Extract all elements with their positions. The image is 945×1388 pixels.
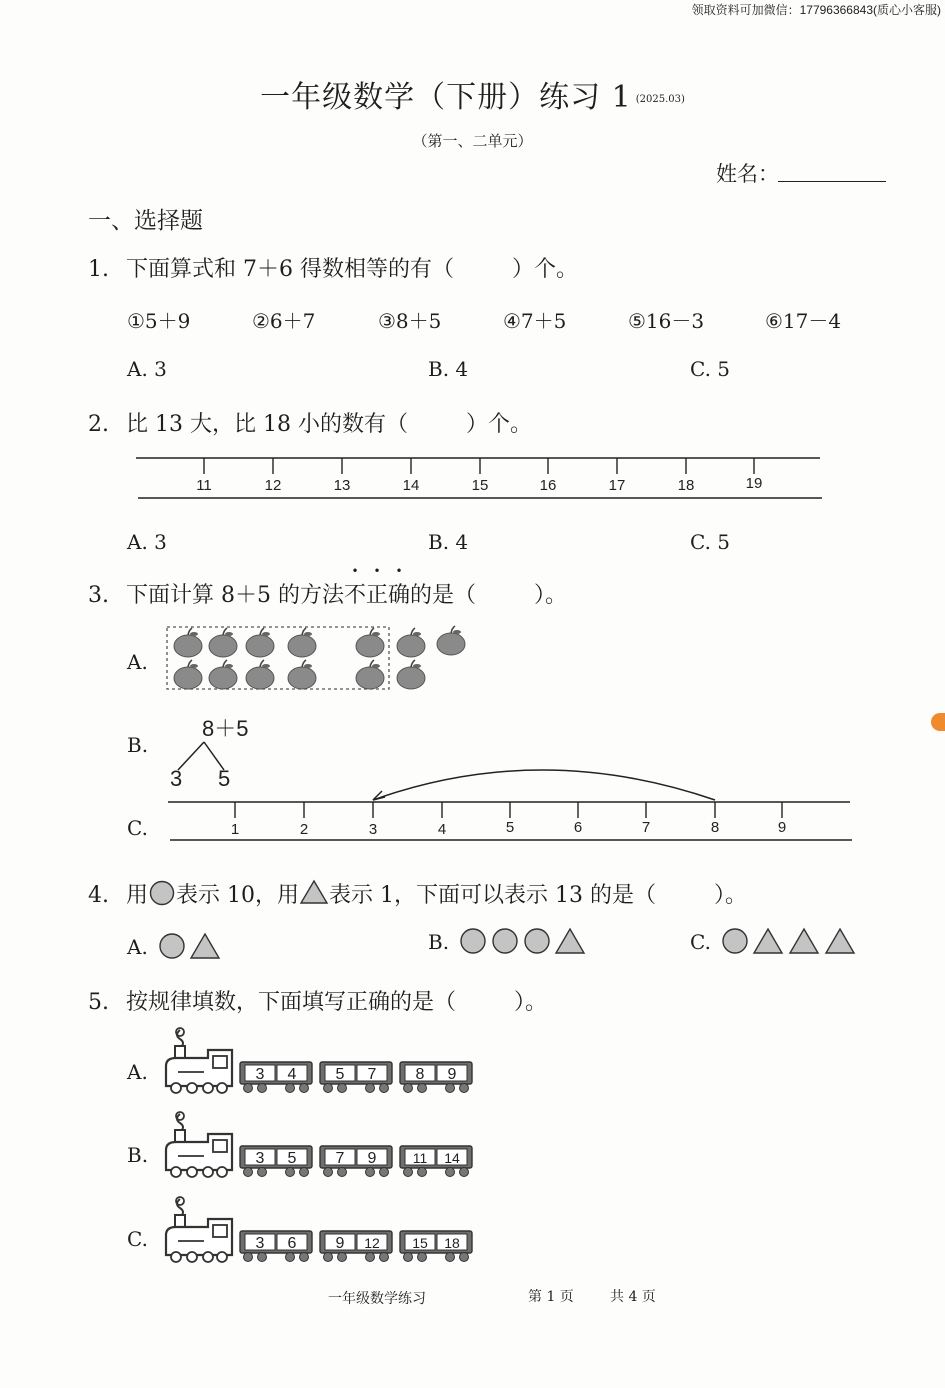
- question-number: 4.: [88, 883, 109, 908]
- tick-label: 16: [539, 477, 557, 494]
- floating-tab[interactable]: [931, 713, 945, 731]
- apple-icon: [209, 660, 237, 689]
- car-number: 8: [415, 1066, 425, 1083]
- locomotive-icon: [166, 1112, 232, 1177]
- car-number: 3: [255, 1150, 265, 1167]
- q1-item: ④7＋5: [503, 309, 567, 333]
- tick-label: 2: [299, 821, 309, 838]
- apples-illustration: [160, 622, 480, 696]
- circle-icon: [160, 934, 184, 958]
- train-car: [320, 1146, 392, 1177]
- question-number: 3.: [88, 583, 109, 608]
- car-number: 7: [335, 1150, 345, 1167]
- q2-option-a[interactable]: A. 3: [127, 530, 167, 554]
- question-text-end: ）。: [714, 883, 748, 908]
- tick-label: 3: [368, 821, 378, 838]
- question-text-triangle: 表示 1，下面可以表示 13 的是（: [329, 883, 656, 908]
- locomotive-icon: [166, 1028, 232, 1093]
- question-text-end: ）个。: [511, 257, 578, 282]
- car-number: 14: [444, 1150, 460, 1166]
- car-number: 7: [367, 1066, 377, 1083]
- question-text: 下面计算 8＋5 的方法: [126, 583, 344, 608]
- circle-icon: [148, 880, 176, 906]
- apple-icon: [174, 660, 202, 689]
- apple-icon: [209, 628, 237, 657]
- car-number: 3: [255, 1066, 265, 1083]
- tree-top: 8＋5: [202, 716, 249, 741]
- question-number: 1.: [88, 257, 109, 282]
- option-label: A.: [127, 935, 148, 959]
- circle-icon: [723, 929, 747, 953]
- car-number: 18: [444, 1235, 460, 1251]
- tick-label: 8: [710, 819, 720, 836]
- tick-label: 13: [333, 477, 351, 494]
- triangle-icon: [299, 879, 329, 905]
- q1-option-a[interactable]: A. 3: [127, 357, 167, 381]
- question-number: 2.: [88, 412, 109, 437]
- tick-label: 15: [471, 477, 489, 494]
- question-text: 用: [126, 883, 149, 908]
- locomotive-icon: [166, 1197, 232, 1262]
- q1-item: ⑥17－4: [765, 309, 842, 333]
- apple-icon: [356, 628, 384, 657]
- q4-option-c-shapes: [717, 927, 861, 955]
- question-5: [88, 985, 547, 1016]
- apple-icon: [246, 628, 274, 657]
- q2-option-b[interactable]: B. 4: [428, 530, 469, 554]
- tick-label: 14: [402, 477, 420, 494]
- triangle-icon: [191, 934, 219, 958]
- q1-item: ①5＋9: [127, 309, 191, 333]
- tree-left: 3: [170, 766, 183, 791]
- car-number: 5: [335, 1066, 345, 1083]
- q1-option-b[interactable]: B. 4: [428, 357, 469, 381]
- question-text-end: ）。: [534, 583, 568, 608]
- tick-label: 18: [677, 477, 695, 494]
- q4-option-c[interactable]: [690, 927, 861, 955]
- q2-option-c[interactable]: C. 5: [690, 530, 731, 554]
- q4-option-b[interactable]: [428, 927, 587, 955]
- q3-option-c[interactable]: C.: [127, 816, 148, 840]
- tick-label: 4: [437, 821, 447, 838]
- page-subtitle: （第一、二单元）: [412, 132, 533, 150]
- train-car: [320, 1231, 392, 1262]
- q4-option-a-shapes: [154, 932, 226, 960]
- q4-option-a[interactable]: [127, 932, 226, 960]
- option-label: C.: [690, 930, 711, 954]
- tick-label: 11: [196, 477, 212, 494]
- name-field[interactable]: [778, 181, 886, 182]
- tick-label: 17: [608, 477, 626, 494]
- car-number: 9: [367, 1150, 377, 1167]
- train-car: [400, 1062, 472, 1093]
- question-3: [88, 578, 567, 609]
- q1-item: ③8＋5: [378, 309, 442, 333]
- q4-option-b-shapes: [455, 927, 587, 955]
- apple-icon: [288, 628, 316, 657]
- question-text: 下面算式和 7＋6 得数相等的有（: [126, 257, 454, 282]
- train-car: [240, 1062, 312, 1093]
- train-illustration-b: [158, 1110, 488, 1180]
- footer-total: 共 4 页: [610, 1289, 656, 1305]
- question-text-mid: 的是（: [410, 583, 477, 608]
- name-label: 姓名：: [716, 162, 779, 186]
- footer-title: 一年级数学练习: [328, 1291, 426, 1307]
- tree-right: 5: [218, 766, 231, 791]
- car-number: 9: [335, 1235, 345, 1252]
- q1-item: ②6＋7: [252, 309, 316, 333]
- tick-label: 9: [777, 819, 787, 836]
- car-number: 3: [255, 1235, 265, 1252]
- apple-icon: [246, 660, 274, 689]
- q5-option-a[interactable]: A.: [127, 1060, 148, 1084]
- triangle-icon: [556, 929, 584, 953]
- question-4: [88, 878, 747, 909]
- car-number: 9: [447, 1066, 457, 1083]
- tick-label: 12: [264, 477, 282, 494]
- q5-option-c[interactable]: C.: [127, 1227, 148, 1251]
- triangle-icon: [826, 929, 854, 953]
- tick-label: 19: [745, 475, 763, 492]
- question-text: 比 13 大，比 18 小的数有（: [126, 412, 408, 437]
- apple-icon: [174, 628, 202, 657]
- train-illustration-c: [158, 1195, 488, 1269]
- train-car: [320, 1062, 392, 1093]
- apple-icon: [437, 626, 465, 655]
- emphasis-char: 正: [366, 583, 389, 608]
- apple-icon: [356, 660, 384, 689]
- apple-icon: [397, 628, 425, 657]
- tick-label: 6: [573, 819, 583, 836]
- train-car: [240, 1231, 312, 1262]
- q3-option-b[interactable]: B.: [127, 733, 149, 757]
- q3-option-a[interactable]: A.: [127, 650, 148, 674]
- circle-icon: [493, 929, 517, 953]
- question-2: [88, 407, 532, 438]
- footer-page: 第 1 页: [528, 1289, 574, 1305]
- q1-option-c[interactable]: C. 5: [690, 357, 731, 381]
- train-car: [240, 1146, 312, 1177]
- train-car: [400, 1146, 472, 1177]
- section-title: 一、选择题: [88, 208, 203, 234]
- triangle-icon: [790, 929, 818, 953]
- car-number: 6: [287, 1235, 297, 1252]
- tick-label: 7: [641, 819, 651, 836]
- car-number: 5: [287, 1150, 297, 1167]
- car-number: 12: [364, 1235, 380, 1251]
- question-1: [88, 252, 578, 283]
- train-car: [400, 1231, 472, 1262]
- car-number: 11: [412, 1150, 428, 1166]
- number-line-q2: [130, 450, 830, 506]
- question-text-circle: 表示 10，用: [176, 883, 300, 908]
- number-line-q3: [160, 758, 860, 844]
- title-text: 一年级数学（下册）练习 1: [260, 80, 632, 115]
- tick-label: 1: [230, 821, 240, 838]
- emphasis-char: 确: [388, 583, 411, 608]
- option-label: B.: [428, 930, 450, 954]
- watermark-text: 领取资料可加微信：17796366843(质心小客服): [691, 3, 941, 17]
- tick-label: 5: [505, 819, 515, 836]
- car-number: 4: [287, 1066, 297, 1083]
- question-number: 5.: [88, 990, 109, 1015]
- apple-icon: [288, 660, 316, 689]
- triangle-icon: [754, 929, 782, 953]
- q1-item: ⑤16－3: [628, 309, 705, 333]
- question-text: 按规律填数，下面填写正确的是（: [126, 990, 457, 1015]
- car-number: 15: [412, 1235, 428, 1251]
- train-illustration-a: [158, 1026, 488, 1096]
- page-title: [0, 72, 945, 116]
- title-date: (2025.03): [635, 93, 685, 105]
- circle-icon: [461, 929, 485, 953]
- apple-icon: [397, 660, 425, 689]
- circle-icon: [525, 929, 549, 953]
- emphasis-char: 不: [343, 583, 366, 608]
- question-text-end: ）个。: [465, 412, 532, 437]
- q5-option-b[interactable]: B.: [127, 1143, 149, 1167]
- question-text-end: ）。: [514, 990, 548, 1015]
